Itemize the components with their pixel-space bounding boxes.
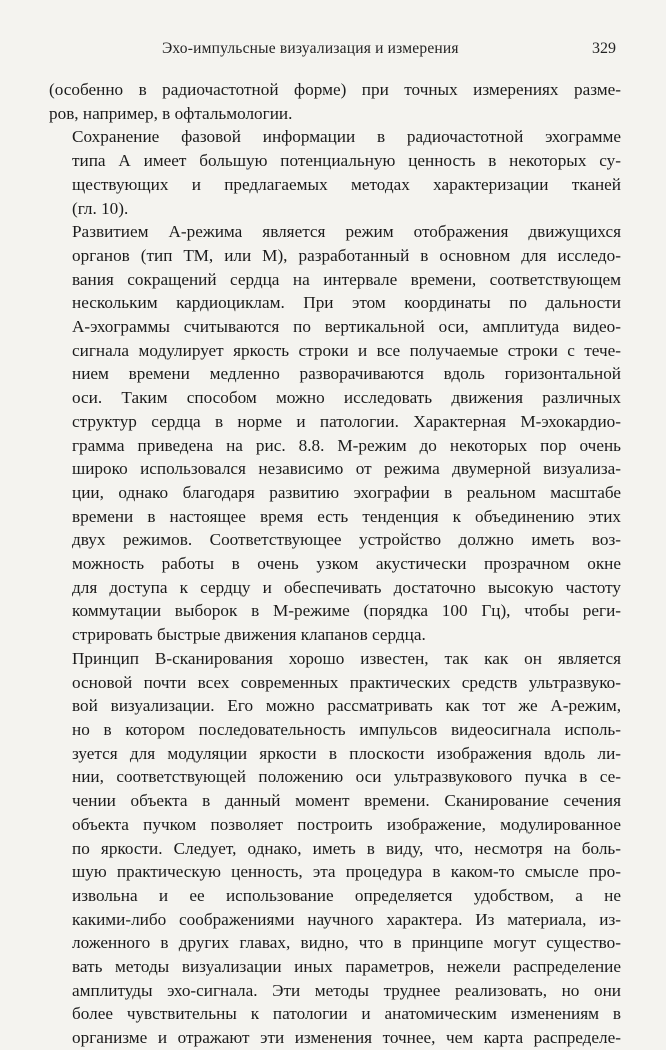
text-line: Принцип В-сканирования хорошо известен, так как он является: [72, 648, 621, 668]
text-line: грамма приведена на рис. 8.8. М-режим до некоторых пор очень: [72, 435, 621, 455]
page-number: 329: [592, 40, 616, 57]
text-line: ложенного в других главах, видно, что в принципе могут существо-: [72, 933, 621, 953]
text-line: А-эхограммы считываются по вертикальной оси, амплитуда видео-: [72, 317, 621, 337]
text-line: организме и отражают эти изменения точнее, чем карта распределе-: [72, 1028, 621, 1048]
text-line: вания сокращений сердца на интервале времени, соответствующем: [72, 269, 621, 289]
text-line: нескольким кардиоциклам. При этом координаты по дальности: [72, 293, 621, 313]
text-line: зуется для модуляции яркости в плоскости изображения вдоль ли-: [72, 743, 621, 763]
text-line: широко использовался независимо от режима двумерной визуализа-: [72, 459, 621, 479]
text-line: сигнала модулирует яркость строки и все получаемые строки с тече-: [72, 340, 621, 360]
text-line: ществующих и предлагаемых методах характеризации тканей: [72, 174, 621, 194]
body-text: [49, 78, 621, 1050]
text-line: оси. Таким способом можно исследовать движения различных: [72, 388, 621, 408]
text-line: Сохранение фазовой информации в радиочастотной эхограмме: [72, 127, 621, 147]
text-line: ции, однако благодаря развитию эхографии в реальном масштабе: [72, 482, 621, 502]
text-line: нии, соответствующей положению оси ультразвукового пучка в се-: [72, 767, 621, 787]
text-line: чении объекта в данный момент времени. Сканирование сечения: [72, 791, 621, 811]
text-line: стрировать быстрые движения клапанов сердца.: [72, 625, 426, 645]
paragraph: [49, 220, 621, 647]
text-line: извольна и ее использование определяется удобством, а не: [72, 885, 621, 905]
text-line: но в котором последовательность импульсов видеосигнала исполь-: [72, 719, 621, 739]
text-line: объекта пучком позволяет построить изображение, модулированное: [72, 814, 621, 834]
text-line: органов (тип ТМ, или М), разработанный в основном для исследо-: [72, 245, 621, 265]
text-line: типа А имеет большую потенциальную ценность в некоторых су-: [72, 151, 621, 171]
text-line: Развитием А-режима является режим отображения движущихся: [72, 222, 621, 242]
text-line: более чувствительны к патологии и анатомическим изменениям в: [72, 1004, 621, 1024]
text-line: можность работы в очень узком акустически прозрачном окне: [72, 554, 621, 574]
text-line: времени в настоящее время есть тенденция к объединению этих: [72, 506, 621, 526]
text-line: нием времени медленно разворачиваются вдоль горизонтальной: [72, 364, 621, 384]
paragraph: [49, 78, 621, 125]
text-line: двух режимов. Соответствующее устройство должно иметь воз-: [72, 530, 621, 550]
text-line: по яркости. Следует, однако, иметь в виду, что, несмотря на боль-: [72, 838, 621, 858]
running-head: Эхо-импульсные визуализация и измерения: [162, 40, 459, 57]
text-line: вать методы визуализации иных параметров, нежели распределение: [72, 957, 621, 977]
text-line: коммутации выборок в М-режиме (порядка 100 Гц), чтобы реги-: [72, 601, 621, 621]
text-line: (особенно в радиочастотной форме) при точных измерениях разме-: [49, 80, 621, 99]
text-line: (гл. 10).: [72, 198, 129, 218]
text-line: основой почти всех современных практических средств ультразвуко-: [72, 672, 621, 692]
paragraph: [49, 647, 621, 1050]
text-line: шую практическую ценность, эта процедура в каком-то смысле про-: [72, 862, 621, 882]
text-line: амплитуды эхо-сигнала. Эти методы труднее реализовать, но они: [72, 980, 621, 1000]
text-line: для доступа к сердцу и обеспечивать достаточно высокую частоту: [72, 577, 621, 597]
paragraph: [49, 125, 621, 220]
text-line: ров, например, в офтальмологии.: [49, 103, 293, 123]
text-line: какими-либо соображениями научного характера. Из материала, из-: [72, 909, 621, 929]
text-line: вой визуализации. Его можно рассматривать как тот же А-режим,: [72, 696, 621, 716]
text-line: структур сердца в норме и патологии. Характерная М-эхокардио-: [72, 411, 621, 431]
